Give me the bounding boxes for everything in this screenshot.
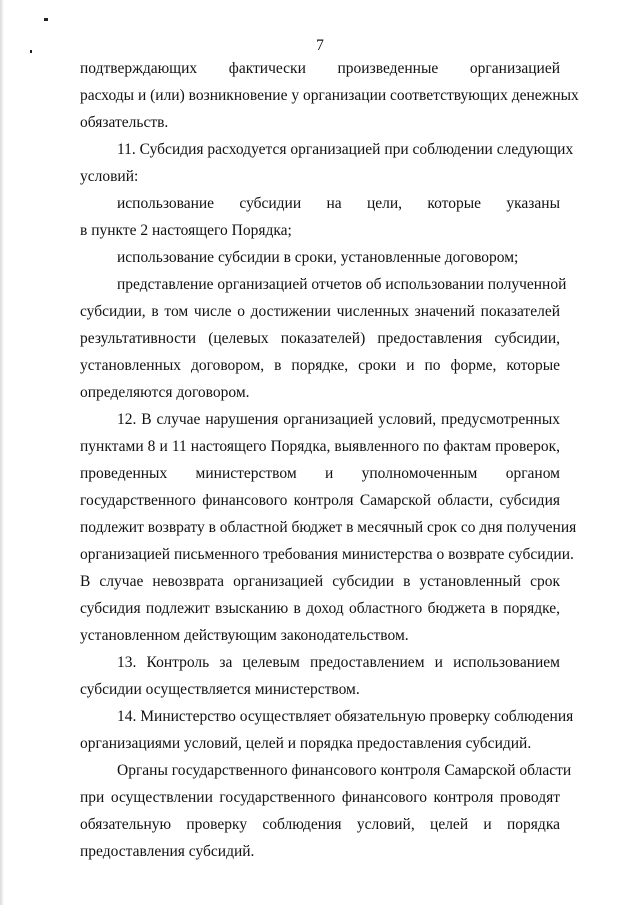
text-line: 11. Субсидия расходуется организацией при соблюдении следующих: [117, 141, 574, 158]
text-line: установленных договором, в порядке, сроки и по форме, которые: [80, 357, 560, 374]
text-line: 12. В случае нарушения организацией условий, предусмотренных: [117, 411, 560, 428]
text-line: субсидия подлежит взысканию в доход областного бюджета в порядке,: [80, 600, 560, 617]
text-line: представление организацией отчетов об использовании полученной: [117, 276, 567, 293]
scan-mark: [44, 18, 48, 21]
text-line: обязательную проверку соблюдения условий, целей и порядка: [80, 816, 560, 833]
text-line: условий:: [80, 168, 139, 185]
text-line: государственного финансового контроля Самарской области, субсидия: [80, 492, 560, 509]
text-line: использование субсидии в сроки, установленные договором;: [117, 249, 519, 266]
text-line: обязательств.: [80, 114, 169, 131]
text-line: использование субсидии на цели, которые указаны: [117, 195, 560, 212]
text-line: определяются договором.: [80, 384, 250, 401]
scan-edge: [0, 0, 4, 905]
text-line: расходы и (или) возникновение у организации соответствующих денежных: [80, 87, 579, 104]
text-line: организациями условий, целей и порядка предоставления субсидий.: [80, 735, 532, 752]
text-line: подтверждающих фактически произведенные организацией: [80, 60, 560, 77]
text-line: Органы государственного финансового контроля Самарской области: [117, 762, 572, 779]
text-line: пунктами 8 и 11 настоящего Порядка, выявленного по фактам проверок,: [80, 438, 560, 455]
text-line: результативности (целевых показателей) предоставления субсидии,: [80, 330, 560, 347]
text-line: организацией письменного требования министерства о возврате субсидии.: [80, 546, 574, 563]
text-line: подлежит возврату в областной бюджет в месячный срок со дня получения: [80, 519, 577, 536]
text-line: проведенных министерством и уполномоченным органом: [80, 465, 560, 482]
text-line: при осуществлении государственного финансового контроля проводят: [80, 789, 560, 806]
page-number: 7: [316, 37, 324, 54]
text-line: субсидии осуществляется министерством.: [80, 681, 360, 698]
text-line: в пункте 2 настоящего Порядка;: [80, 222, 292, 239]
text-line: 14. Министерство осуществляет обязательную проверку соблюдения: [117, 708, 574, 725]
text-line: установленном действующим законодательством.: [80, 627, 409, 644]
text-line: субсидии, в том числе о достижении численных значений показателей: [80, 303, 560, 320]
text-line: предоставления субсидий.: [80, 843, 255, 860]
text-line: В случае невозврата организацией субсидии в установленный срок: [80, 573, 560, 590]
text-line: 13. Контроль за целевым предоставлением и использованием: [117, 654, 560, 671]
